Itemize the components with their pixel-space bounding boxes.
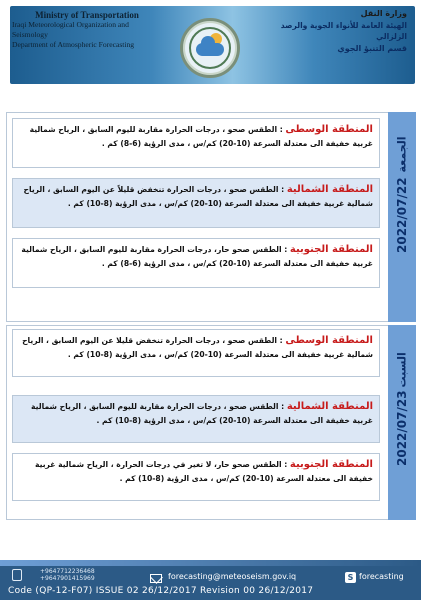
region-forecast-north (12, 178, 380, 228)
region-name: المنطقة الشمالية (286, 184, 373, 195)
department-name-en: Department of Atmospheric Forecasting (12, 40, 135, 49)
region-forecast-south (12, 238, 380, 288)
email-icon (150, 574, 162, 583)
region-forecast-central (12, 329, 380, 377)
ministry-name-ar: وزارة النقل (360, 9, 407, 18)
day-date: 2022/07/22 (395, 177, 409, 253)
region-name: المنطقة الوسطى (285, 124, 373, 135)
organization-name-en: Iraqi Meteorological Organization and Seismology (12, 20, 129, 39)
region-forecast-south (12, 453, 380, 501)
phone-number: +9647712236468 (40, 568, 95, 575)
department-name-ar: قسم التنبؤ الجوي (337, 44, 407, 53)
footer-stripe (0, 560, 421, 566)
region-name: المنطقة الجنوبية (289, 459, 373, 470)
footer-email: forecasting@meteoseism.gov.iq (168, 572, 297, 581)
organization-name-ar: الهيئة العامة للأنواء الجوية والرصد الزلزالي (280, 21, 407, 41)
region-forecast-text: : الطقس صحو ، درجات الحرارة تنخفض قليلاً عن اليوم السابق ، الرياح شمالية غربية خفيفة الى معتدلة السرعة (10-20) كم/س ، مدى الرؤية (8-10) كم . (23, 185, 373, 208)
day-name: السبت (395, 352, 409, 388)
footer-skype: forecasting (359, 572, 404, 581)
day-date: 2022/07/23 (395, 390, 409, 466)
region-forecast-central (12, 118, 380, 168)
ministry-name-en: Ministry of Transportation (35, 10, 139, 20)
document-header (0, 0, 421, 95)
day-forecast-panel-2 (6, 325, 416, 520)
phone-number: +9647901415969 (40, 575, 95, 582)
skype-icon: S (345, 572, 356, 583)
header-arabic-text (267, 8, 407, 56)
region-forecast-text: : الطقس صحو ، درجات الحرارة مقاربة لليوم السابق ، الرياح شمالية غربية خفيفة الى معتدلة السرعة (10-20) كم/س ، مدى الرؤية (8-10) كم . (31, 402, 373, 425)
region-name: المنطقة الشمالية (286, 401, 373, 412)
day-side-band (388, 325, 416, 520)
region-forecast-text: : الطقس صحو ، درجات الحرارة تنخفض قليلا عن اليوم السابق ، الرياح شمالية غربية خفيفة الى معتدلة السرعة (10-20) كم/س ، مدى الرؤية (8-10) كم . (22, 336, 373, 359)
region-forecast-north (12, 395, 380, 443)
day-side-band (388, 112, 416, 322)
region-forecast-text: : الطقس صحو ، درجات الحرارة مقاربة لليوم السابق ، الرياح شمالية غربية خفيفة الى معتدلة السرعة (10-20) كم/س ، مدى الرؤية (6-8) كم . (29, 125, 373, 148)
phone-icon (12, 569, 22, 581)
day-name: الجمعة (395, 136, 409, 173)
organization-logo-icon (180, 18, 240, 78)
day-forecast-panel-1 (6, 112, 416, 322)
region-name: المنطقة الوسطى (285, 335, 373, 346)
document-code: Code (QP-12-F07) ISSUE 02 26/12/2017 Revision 00 26/12/2017 (8, 586, 314, 596)
document-footer (0, 566, 421, 600)
region-forecast-text: : الطقس صحو حار، درجات الحرارة مقاربة لليوم السابق ، الرياح شمالية غربية خفيفة الى معتدلة السرعة (10-20) كم/س ، مدى الرؤية (6-8) كم . (21, 245, 373, 268)
region-forecast-text: : الطقس صحو حار، لا تغير في درجات الحرارة ، الرياح شمالية غربية خفيفة الى معتدلة السرعة (10-20) كم/س ، مدى الرؤية (8-10) كم . (34, 460, 373, 483)
footer-phones (40, 568, 95, 582)
header-english-text (12, 10, 162, 50)
region-name: المنطقة الجنوبية (289, 244, 373, 255)
